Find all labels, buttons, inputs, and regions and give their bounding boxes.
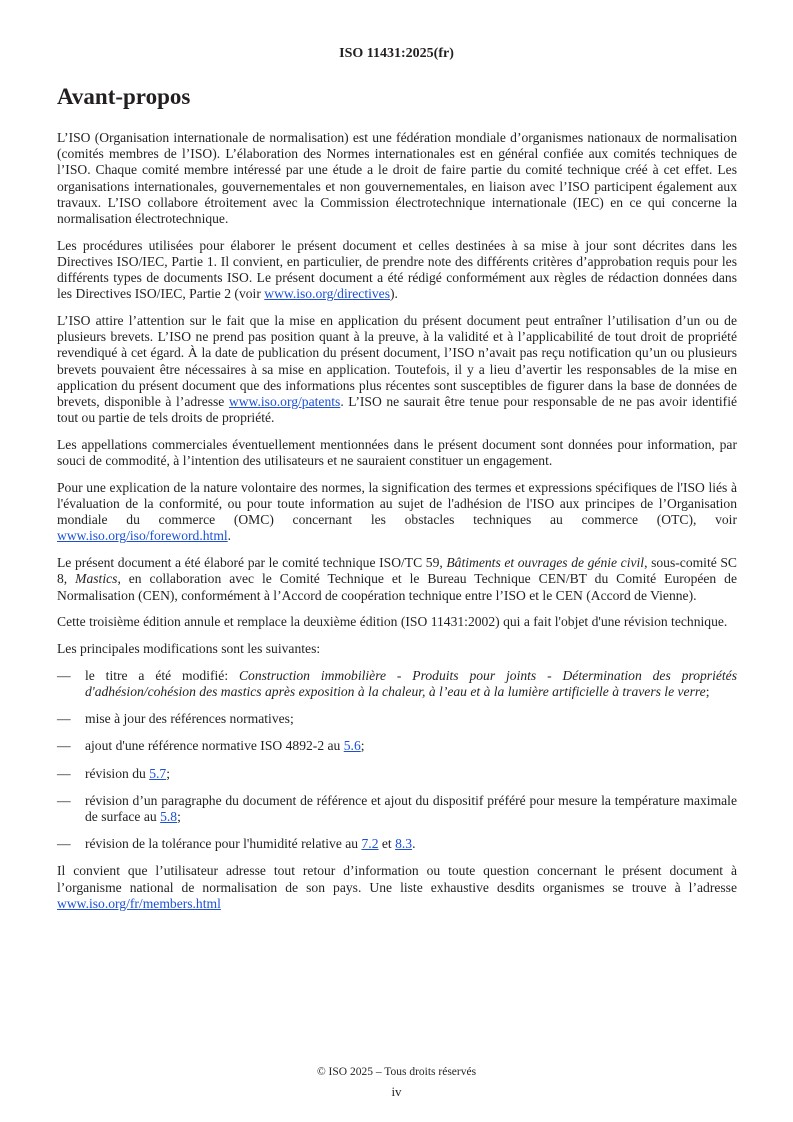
paragraph [57, 480, 737, 545]
document-header: ISO 11431:2025(fr) [339, 46, 454, 61]
paragraphs [57, 130, 737, 657]
copyright-footer: © ISO 2025 – Tous droits réservés [316, 1066, 477, 1078]
list-item [57, 836, 737, 852]
link[interactable]: 5.6 [343, 738, 361, 754]
text-run: Le présent document a été élaboré par le comité technique ISO/TC 59, [57, 555, 447, 571]
link[interactable]: www.iso.org/directives [264, 286, 390, 302]
foreword-body [57, 130, 737, 922]
text-run: L’ISO (Organisation internationale de normalisation) est une fédération mondiale d’organismes nationaux de normalisation (comités membres de l’ISO). L’élaboration des Normes internationales est en général confiée aux comités techniques de l’ISO. Chaque comité membre intéressé par une étude a le droit de faire partie du comité technique créé à cet effet. Les organisations internationales, gouvernementales et non gouvernementales, en liaison avec l’ISO participent également aux travaux. L’ISO collabore étroitement avec la Commission électrotechnique internationale (IEC) en ce qui concerne la normalisation électrotechnique. [57, 130, 737, 227]
dash-bullet: — [57, 792, 71, 808]
list-item-text [85, 766, 737, 782]
paragraph [57, 555, 737, 604]
link[interactable]: www.iso.org/iso/foreword.html [57, 528, 228, 544]
dash-bullet: — [57, 711, 71, 727]
paragraph [57, 313, 737, 426]
text-run: Cette troisième édition annule et remplace la deuxième édition (ISO 11431:2002) qui a fait l'objet d'une révision technique. [57, 614, 728, 630]
text-run: révision d’un paragraphe du document de référence et ajout du dispositif préféré pour mesure la température maximale de surface au [85, 792, 737, 824]
text-run: L’ISO attire l’attention sur le fait que la mise en application du présent document peut entraîner l’utilisation d’un ou de plusieurs brevets. L’ISO ne prend pas position quant à la preuve, à la validité et à l’applicabilité de tout droit de propriété revendiqué à cet égard. À la date de publication du présent document, l’ISO n’avait pas reçu notification qu’un ou plusieurs brevets pouvaient être nécessaires à sa mise en application. Toutefois, il y a lieu d’avertir les responsables de la mise en application du présent document que des informations plus récentes sont susceptibles de figurer dans la base de données de brevets, disponible à l’adresse [57, 313, 737, 410]
text-run: ajout d'une référence normative ISO 4892-2 au [85, 738, 344, 754]
paragraph [57, 614, 737, 630]
list-item-text [85, 668, 737, 700]
list-item [57, 793, 737, 825]
link[interactable]: www.iso.org/fr/members.html [57, 895, 221, 911]
list-item-text [85, 836, 737, 852]
modifications-list [57, 668, 737, 853]
text-run: Il convient que l’utilisateur adresse tout retour d’information ou toute question concernant le présent document à l’organisme national de normalisation de son pays. Une liste exhaustive desdits organismes se trouve à l’adresse [57, 863, 737, 895]
italic-text: Mastics [75, 571, 118, 587]
list-item-text [85, 711, 737, 727]
text-run: ; [705, 683, 710, 699]
dash-bullet: — [57, 667, 71, 683]
text-run: Les principales modifications sont les suivantes: [57, 640, 321, 656]
link[interactable]: www.iso.org/patents [228, 394, 341, 410]
text-run: et [378, 836, 396, 852]
paragraph [57, 641, 737, 657]
text-run: révision de la tolérance pour l'humidité relative au [85, 836, 362, 852]
page-title: Avant-propos [57, 84, 191, 109]
text-run: ; [177, 808, 181, 824]
text-run: . [412, 836, 416, 852]
text-run: . L’ISO ne saurait être tenue pour responsable de ne pas avoir identifié tout ou partie de tels droits de propriété. [57, 394, 737, 426]
text-run: ; [360, 738, 365, 754]
list-item [57, 668, 737, 700]
text-run: ; [166, 765, 170, 781]
text-run: Pour une explication de la nature volontaire des normes, la signification des termes et expressions spécifiques de l'ISO liés à l'évaluation de la conformité, ou pour toute information au sujet de l'adhésion de l'ISO aux principes de l’Organisation mondiale du commerce (OMC) concernant les obstacles techniques au commerce (OTC), voir [57, 479, 737, 528]
paragraph [57, 238, 737, 303]
list-item [57, 738, 737, 754]
text-run: , sous-comité SC 8, [57, 555, 738, 587]
list-item-text [85, 738, 737, 754]
page-number: iv [391, 1084, 402, 1099]
list-item [57, 766, 737, 782]
text-run: ). [390, 286, 398, 302]
text-run: mise à jour des références normatives; [85, 711, 294, 727]
link[interactable]: 8.3 [395, 836, 413, 852]
text-run: . [227, 528, 232, 544]
italic-text: Bâtiments et ouvrages de génie civil [446, 555, 645, 571]
link[interactable]: 7.2 [361, 836, 379, 852]
text-run: Les appellations commerciales éventuellement mentionnées dans le présent document sont données pour information, par souci de commodité, à l’intention des utilisateurs et ne sauraient constituer un engagement. [57, 436, 737, 469]
paragraph [57, 437, 737, 469]
text-run: Les procédures utilisées pour élaborer le présent document et celles destinées à sa mise à jour sont décrites dans les Directives ISO/IEC, Partie 1. Il convient, en particulier, de prendre note des différents critères d’approbation requis pour les différents types de documents ISO. Le présent document a été rédigé conformément aux règles de rédaction données dans les Directives ISO/IEC, Partie 2 (voir [57, 237, 737, 302]
link[interactable]: 5.7 [149, 765, 167, 781]
closing-paragraph [57, 863, 737, 912]
dash-bullet: — [57, 765, 71, 781]
dash-bullet: — [57, 836, 71, 852]
paragraph [57, 130, 737, 227]
text-run: révision du [85, 765, 150, 781]
italic-text: Construction immobilière - Produits pour joints - Détermination des propriétés d'adhésion/cohésion des mastics après exposition à la chaleur, à l’eau et à la lumière artificielle à travers le verre [85, 667, 737, 699]
link[interactable]: 5.8 [160, 808, 178, 824]
list-item-text [85, 793, 737, 825]
text-run: le titre a été modifié: [85, 667, 239, 683]
text-run: , en collaboration avec le Comité Technique et le Bureau Technique CEN/BT du Comité Européen de Normalisation (CEN), conformément à l’Accord de coopération technique entre l’ISO et le CEN (Accord de Vienne). [57, 571, 737, 603]
list-item [57, 711, 737, 727]
dash-bullet: — [57, 738, 71, 754]
